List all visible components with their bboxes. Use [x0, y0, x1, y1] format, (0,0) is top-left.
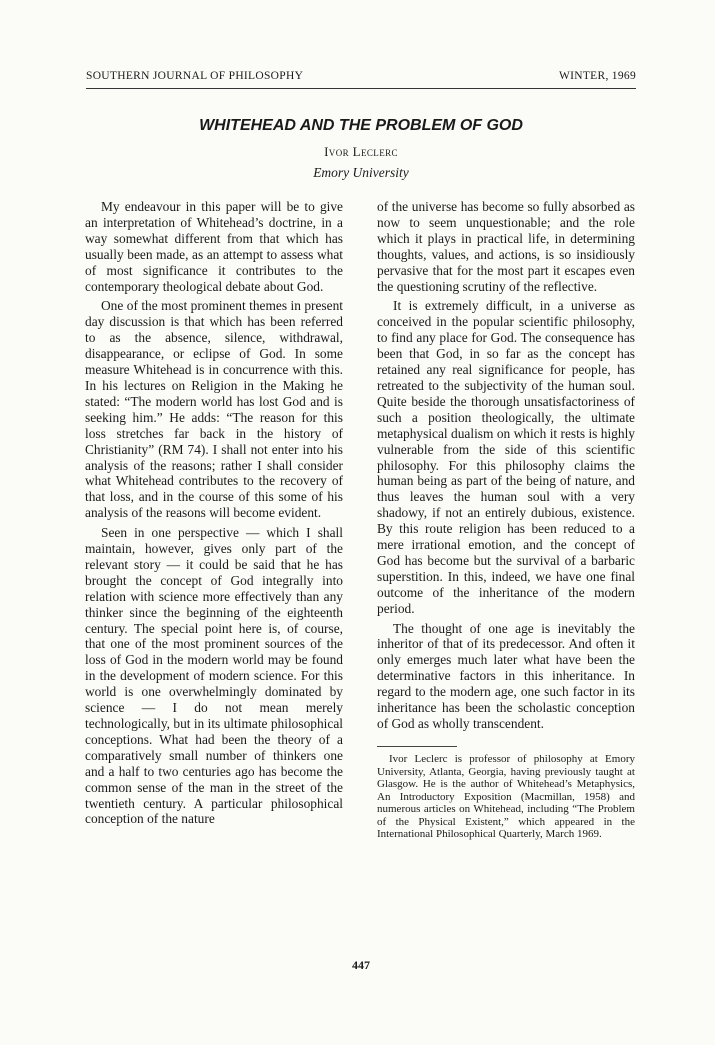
right-column: [377, 199, 635, 841]
article-title: WHITEHEAD AND THE PROBLEM OF GOD: [199, 117, 523, 134]
paragraph: It is extremely difficult, in a universe as conceived in the popular scientific philosophy, to find any place for God. The consequence has been that God, in so far as the concept has retained any real significance for people, has retreated to the subjectivity of the human soul. Quite beside the thorough unsatisfactoriness of such a position theologically, the ultimate metaphysical dualism on which it rests is highly vulnerable from the side of this scientific philosophy. For this philosophy claims the human being as part of the being of nature, and thus leaves the human soul with a very shadowy, if not an entirely dubious, existence. By this route religion has been reduced to a mere irrational emotion, and the concept of God has become but the survival of a barbaric superstition. In this, indeed, we have one final outcome of the inheritance of the modern period.: [377, 298, 635, 616]
page-number: 447: [352, 958, 370, 972]
header-rule: [86, 88, 636, 89]
journal-name: SOUTHERN JOURNAL OF PHILOSOPHY: [86, 70, 304, 82]
paragraph: of the universe has become so fully absorbed as now to seem unquestionable; and the role which it plays in practical life, in determining thoughts, values, and actions, is so insidiously pervasive that for the most part it escapes even the questioning scrutiny of the reflective.: [377, 199, 635, 294]
paragraph: One of the most prominent themes in present day discussion is that which has been referred to as the absence, silence, withdrawal, disappearance, or eclipse of God. In some measure Whitehead is in concurrence with this. In his lectures on Religion in the Making he stated: “The modern world has lost God and is seeking him.” He adds: “The reason for this loss stretches far back in the history of Christianity” (RM 74). I shall not enter into his analysis of the reasons; rather I shall consider what Whitehead contributes to the recovery of that loss, and in the course of this some of his analysis of the reasons will become evident.: [85, 298, 343, 521]
paragraph: My endeavour in this paper will be to give an interpretation of Whitehead’s doctrine, in a way somewhat different from that which has usually been made, as an attempt to assess what of most significance it contributes to the contemporary theological debate about God.: [85, 199, 343, 294]
article-author: Ivor Leclerc: [324, 144, 398, 159]
running-header: [86, 70, 636, 82]
footnote-rule: [377, 746, 457, 747]
paragraph: Seen in one perspective — which I shall maintain, however, gives only part of the relevant story — it could be said that he has brought the concept of God integrally into relation with science more effectively than any thinker since the beginning of the eighteenth century. The special point here is, of course, that one of the most prominent sources of the loss of God in the modern world may be found in the development of modern science. For this world is one overwhelmingly dominated by science — I do not mean merely technologically, but in its ultimate philosophical conceptions. What had been the theory of a comparatively small number of thinkers one and a half to two centuries ago has become the common sense of the man in the street of the twentieth century. A particular philosophical conception of the nature: [85, 525, 343, 827]
author-footnote: Ivor Leclerc is professor of philosophy at Emory University, Atlanta, Georgia, having previously taught at Glasgow. He is the author of Whitehead’s Metaphysics, An Introductory Exposition (Macmillan, 1958) and numerous articles on Whitehead, including “The Problem of the Physical Existent,” which appeared in the International Philosophical Quarterly, March 1969.: [377, 752, 635, 841]
paragraph: The thought of one age is inevitably the inheritor of that of its predecessor. And often it only emerges much later what have been the determinative factors in this inheritance. In regard to the modern age, one such factor in its inheritance has been the scholastic conception of God as wholly transcendent.: [377, 620, 635, 731]
author-affiliation: Emory University: [313, 165, 409, 180]
left-column: [85, 199, 343, 831]
issue-date: WINTER, 1969: [558, 70, 636, 82]
